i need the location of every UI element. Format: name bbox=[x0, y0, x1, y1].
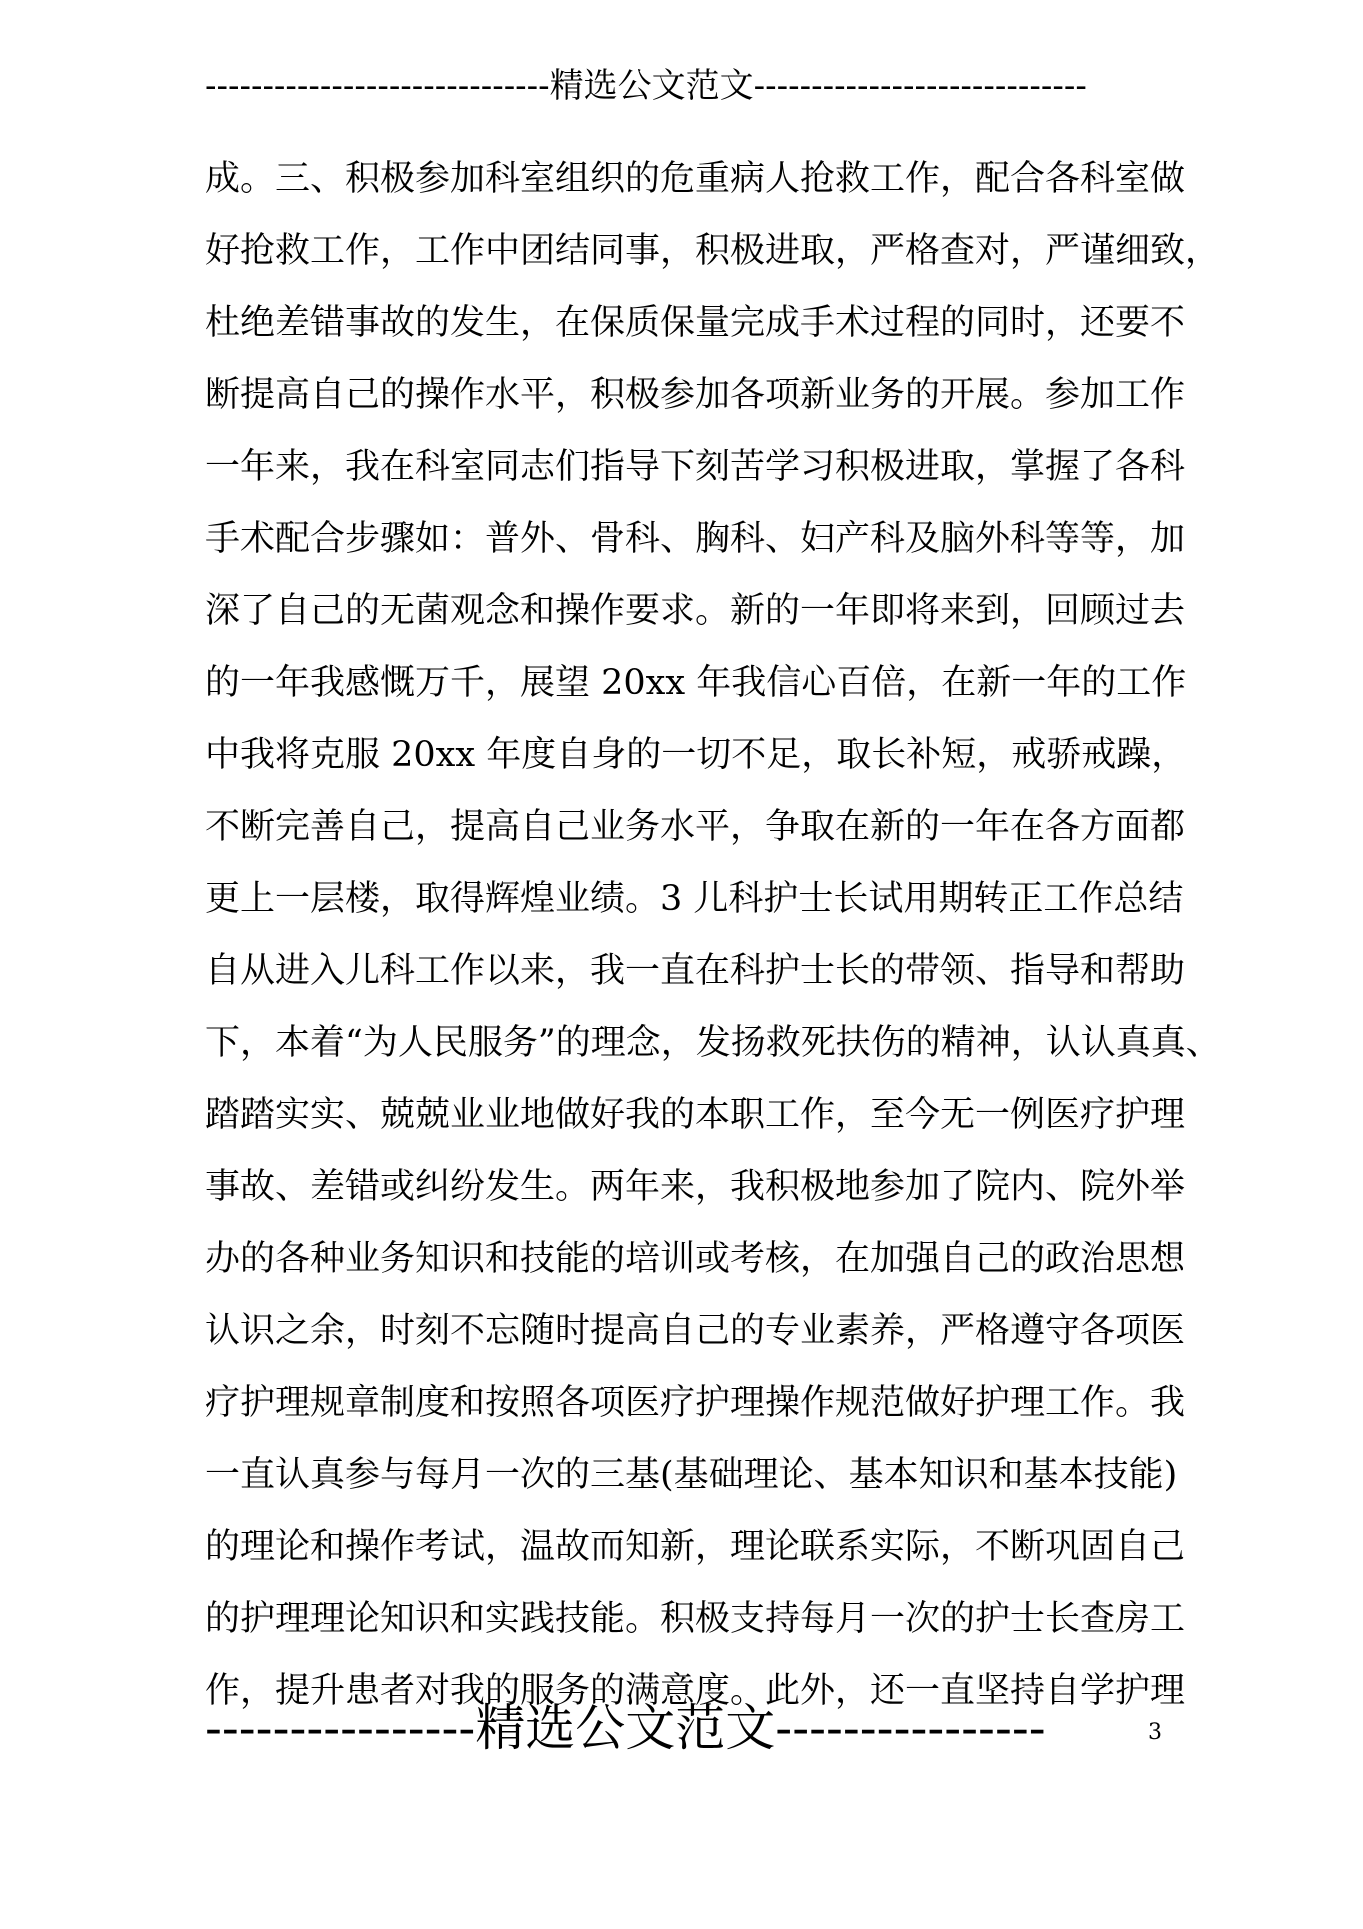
text-line: 事故、差错或纠纷发生。两年来，我积极地参加了院内、院外举 bbox=[205, 1167, 1186, 1207]
text-line: 手术配合步骤如：普外、骨科、胸科、妇产科及脑外科等等，加 bbox=[205, 519, 1186, 559]
text-line: 踏踏实实、兢兢业业地做好我的本职工作，至今无一例医疗护理 bbox=[205, 1095, 1186, 1135]
text-line: 更上一层楼，取得辉煌业绩。3 儿科护士长试用期转正工作总结 bbox=[205, 879, 1184, 919]
text-line: 成。三、积极参加科室组织的危重病人抢救工作，配合各科室做 bbox=[205, 159, 1186, 199]
text-line: 不断完善自己，提高自己业务水平，争取在新的一年在各方面都 bbox=[205, 807, 1186, 847]
text-line: 自从进入儿科工作以来，我一直在科护士长的带领、指导和帮助 bbox=[205, 951, 1186, 991]
text-line: 的一年我感慨万千，展望 20xx 年我信心百倍，在新一年的工作 bbox=[205, 663, 1187, 703]
text-line: 疗护理规章制度和按照各项医疗护理操作规范做好护理工作。我 bbox=[205, 1383, 1186, 1423]
text-line: 断提高自己的操作水平，积极参加各项新业务的开展。参加工作 bbox=[205, 375, 1186, 415]
text-line: 好抢救工作，工作中团结同事，积极进取，严格查对，严谨细致， bbox=[205, 231, 1221, 271]
text-line: 中我将克服 20xx 年度自身的一切不足，取长补短，戒骄戒躁， bbox=[205, 735, 1187, 775]
text-line: 杜绝差错事故的发生，在保质保量完成手术过程的同时，还要不 bbox=[205, 303, 1186, 343]
text-line: 一直认真参与每月一次的三基(基础理论、基本知识和基本技能) bbox=[205, 1455, 1178, 1495]
page-number: 3 bbox=[1148, 1720, 1162, 1745]
body-text bbox=[205, 143, 1221, 1727]
page-footer: ----------------精选公文范文---------------- bbox=[205, 1699, 1046, 1757]
text-line: 办的各种业务知识和技能的培训或考核，在加强自己的政治思想 bbox=[205, 1239, 1186, 1279]
text-line: 的理论和操作考试，温故而知新，理论联系实际，不断巩固自己 bbox=[205, 1527, 1186, 1567]
text-line: 深了自己的无菌观念和操作要求。新的一年即将来到，回顾过去 bbox=[205, 591, 1186, 631]
text-line: 认识之余，时刻不忘随时提高自己的专业素养，严格遵守各项医 bbox=[205, 1311, 1186, 1351]
text-line: 一年来，我在科室同志们指导下刻苦学习积极进取，掌握了各科 bbox=[205, 447, 1186, 487]
text-line: 作，提升患者对我的服务的满意度。此外，还一直坚持自学护理 bbox=[205, 1671, 1186, 1711]
text-line: 的护理理论知识和实践技能。积极支持每月一次的护士长查房工 bbox=[205, 1599, 1186, 1639]
page-header: ------------------------------精选公文范文----------------------------- bbox=[205, 66, 1087, 106]
text-line: 下，本着“为人民服务”的理念，发扬救死扶伤的精神，认认真真、 bbox=[205, 1023, 1221, 1063]
